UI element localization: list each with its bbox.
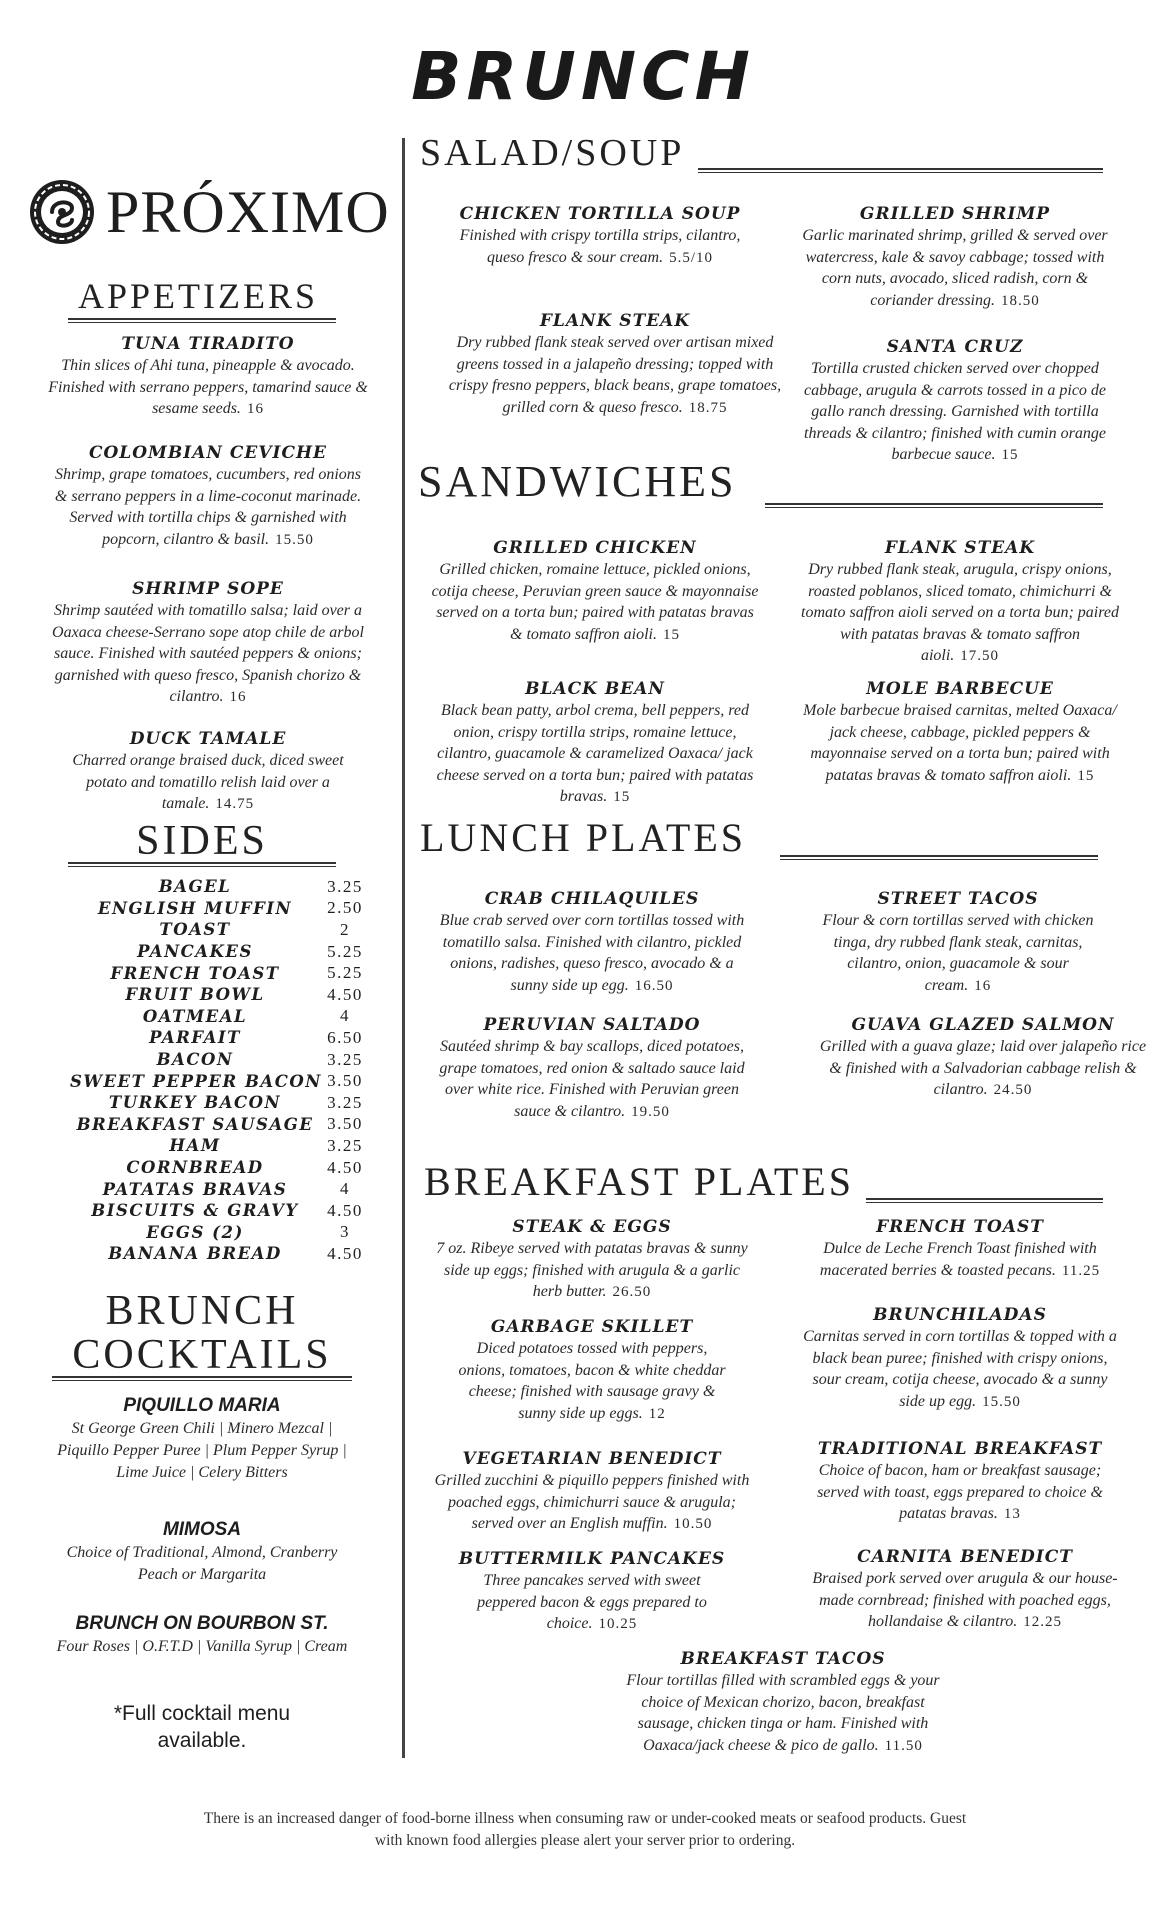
menu-item xyxy=(800,1304,1120,1413)
item-name: SHRIMP SOPE xyxy=(132,579,284,599)
item-description: Flour & corn tortillas served with chicken tinga, dry rubbed flank steak, carnitas, cilantro, onion, guacamole & sour cream. 16 xyxy=(822,912,1094,994)
item-description: Braised pork served over arugula & our house-made cornbread; finished with poached eggs, hollandaise & cilantro. 12.25 xyxy=(812,1570,1118,1630)
menu-item xyxy=(440,203,760,269)
menu-item xyxy=(440,310,790,419)
item-description: Shrimp, grape tomatoes, cucumbers, red onions & serrano peppers in a lime-coconut marinade. Served with tortilla chips & garnished with popcorn, cilantro & basil. 15.50 xyxy=(54,466,362,548)
side-row: TOAST 2 xyxy=(159,919,350,940)
side-row: TURKEY BACON 3.25 xyxy=(108,1092,363,1113)
item-price: 16 xyxy=(246,401,264,417)
side-row: EGGS (2) 3 xyxy=(146,1222,350,1242)
item-description: Three pancakes served with sweet peppered bacon & eggs prepared to choice. 10.25 xyxy=(477,1572,707,1632)
side-row: BANANA BREAD 4.50 xyxy=(108,1243,363,1264)
section-rule xyxy=(68,318,336,323)
section-title-salad-soup: SALAD/SOUP xyxy=(420,132,685,174)
menu-item xyxy=(795,336,1115,467)
menu-item xyxy=(800,1438,1120,1526)
item-description: Thin slices of Ahi tuna, pineapple & avocado. Finished with serrano peppers, tamarind sauce & sesame seeds. 16 xyxy=(48,357,368,417)
cocktail-item xyxy=(52,1612,352,1658)
item-description: Mole barbecue braised carnitas, melted Oaxaca/ jack cheese, cabbage, pickled peppers & mayonnaise served on a torta bun; paired with patatas bravas & tomato saffron aioli. 15 xyxy=(803,702,1117,784)
menu-item xyxy=(432,888,752,997)
item-name: MOLE BARBECUE xyxy=(866,679,1054,699)
item-description: Diced potatoes tossed with peppers, onions, tomatoes, bacon & white cheddar cheese; finished with sausage gravy & sunny side up eggs. 12 xyxy=(458,1340,726,1422)
section-rule xyxy=(68,862,336,867)
item-description: Dulce de Leche French Toast finished with macerated berries & toasted pecans. 11.25 xyxy=(819,1240,1101,1279)
item-description: Sautéed shrimp & bay scallops, diced potatoes, grape tomatoes, red onion & saltado sauce laid over white rice. Finished with Peruvian green sauce & cilantro. 19.50 xyxy=(439,1038,745,1120)
item-price: 12.25 xyxy=(1023,1614,1062,1630)
item-description: Grilled chicken, romaine lettuce, pickled onions, cotija cheese, Peruvian green sauce & mayonnaise served on a torta bun; paired with patatas bravas & tomato saffron aioli. 15 xyxy=(431,561,759,643)
side-row: OATMEAL 4 xyxy=(142,1006,350,1026)
menu-item xyxy=(432,1448,752,1536)
item-price: 11.50 xyxy=(884,1737,923,1754)
item-price: 18.75 xyxy=(688,399,728,416)
brand-logo xyxy=(28,178,388,250)
menu-item xyxy=(430,678,760,809)
section-title-cocktails-1: BRUNCH xyxy=(105,1288,299,1334)
side-row: HAM 3.25 xyxy=(169,1135,363,1156)
item-price: 19.50 xyxy=(631,1103,670,1120)
side-row: PATATAS BRAVAS 4 xyxy=(102,1179,350,1199)
menu-item xyxy=(800,537,1120,668)
cocktail-item xyxy=(62,1518,342,1586)
section-rule xyxy=(698,168,1103,173)
side-row: FRUIT BOWL 4.50 xyxy=(125,984,363,1005)
menu-item xyxy=(430,537,760,646)
menu-item xyxy=(452,1316,732,1425)
item-name: GRILLED SHRIMP xyxy=(859,204,1051,224)
item-price: 13 xyxy=(1003,1506,1021,1522)
menu-item xyxy=(818,888,1098,997)
item-name: TUNA TIRADITO xyxy=(121,334,295,354)
item-description: Grilled zucchini & piquillo peppers finished with poached eggs, chimichurri sauce & arugula; served over an English muffin. 10.50 xyxy=(434,1472,750,1532)
item-price: 15 xyxy=(1077,767,1095,784)
sides-list xyxy=(70,876,370,1265)
cocktail-name: BRUNCH ON BOURBON ST. xyxy=(75,1613,329,1634)
menu-item xyxy=(800,1216,1120,1282)
item-price: 16.50 xyxy=(634,977,674,994)
item-price: 5.5/10 xyxy=(669,249,714,266)
item-name: STREET TACOS xyxy=(877,889,1039,909)
item-name: CARNITA BENEDICT xyxy=(857,1547,1073,1567)
item-name: STEAK & EGGS xyxy=(512,1217,672,1237)
item-description: Dry rubbed flank steak served over artisan mixed greens tossed in a jalapeño dressing; topped with crispy fresno peppers, black beans, grape tomatoes, grilled corn & queso fresco. 18.75 xyxy=(448,334,782,416)
page-title: BRUNCH xyxy=(411,38,755,115)
section-title-sides: SIDES xyxy=(136,818,268,864)
item-description: Dry rubbed flank steak, arugula, crispy onions, roasted poblanos, sliced tomato, chimichurri & tomato saffron aioli served on a torta bun; paired with patatas bravas & tomato saffron aioli. 17.50 xyxy=(801,561,1119,664)
item-name: FLANK STEAK xyxy=(884,538,1036,558)
menu-item xyxy=(432,1014,752,1123)
brand-name: PRÓXIMO xyxy=(106,179,390,245)
proximo-emblem-icon xyxy=(28,178,96,246)
item-name: SANTA CRUZ xyxy=(886,337,1024,357)
cocktail-description: Four Roses | O.F.T.D | Vanilla Syrup | Cream xyxy=(56,1638,348,1655)
item-name: FRENCH TOAST xyxy=(876,1217,1044,1237)
menu-item xyxy=(618,1648,948,1757)
menu-item xyxy=(48,578,368,709)
item-price: 16 xyxy=(974,977,992,994)
side-row: FRENCH TOAST 5.25 xyxy=(110,963,363,983)
item-name: BREAKFAST TACOS xyxy=(680,1649,886,1669)
item-price: 18.50 xyxy=(1000,292,1040,309)
column-divider xyxy=(402,138,405,1758)
item-name: GUAVA GLAZED SALMON xyxy=(851,1015,1115,1035)
cocktail-name: PIQUILLO MARIA xyxy=(123,1395,281,1416)
item-name: FLANK STEAK xyxy=(539,311,691,331)
menu-item xyxy=(818,1014,1148,1102)
item-price: 15.50 xyxy=(275,531,314,548)
allergy-disclaimer: There is an increased danger of food-borne illness when consuming raw or under-cooked meats or seafood products. Guest with known food allergies please alert your server prior to ordering. xyxy=(203,1810,967,1849)
section-rule xyxy=(52,1376,352,1381)
cocktail-item xyxy=(52,1394,352,1484)
section-title-appetizers: APPETIZERS xyxy=(77,276,319,316)
menu-item xyxy=(800,1546,1130,1634)
section-rule xyxy=(780,855,1098,860)
item-description: 7 oz. Ribeye served with patatas bravas & sunny side up eggs; finished with arugula & a garlic herb butter. 26.50 xyxy=(436,1240,748,1300)
item-name: CHICKEN TORTILLA SOUP xyxy=(459,204,741,224)
menu-item xyxy=(58,728,358,816)
item-price: 17.50 xyxy=(960,648,1000,664)
item-name: PERUVIAN SALTADO xyxy=(483,1015,701,1035)
item-price: 24.50 xyxy=(993,1082,1033,1098)
section-title-breakfast-plates: BREAKFAST PLATES xyxy=(424,1159,854,1204)
item-description: Carnitas served in corn tortillas & topped with a black bean puree; finished with crispy onions, sour cream, cotija cheese, avocado & a sunny side up egg. 15.50 xyxy=(803,1328,1117,1410)
side-row: PANCAKES 5.25 xyxy=(137,941,363,962)
item-name: VEGETARIAN BENEDICT xyxy=(462,1449,722,1469)
item-price: 16 xyxy=(229,689,247,705)
item-price: 15.50 xyxy=(982,1393,1021,1410)
item-name: BLACK BEAN xyxy=(525,679,665,699)
section-title-lunch-plates: LUNCH PLATES xyxy=(420,815,747,860)
item-price: 15 xyxy=(1001,447,1019,463)
item-price: 10.50 xyxy=(673,1516,713,1532)
cocktail-description: St George Green Chili | Minero Mezcal | Piquillo Pepper Puree | Plum Pepper Syrup | Lime Juice | Celery Bitters xyxy=(57,1420,347,1481)
section-title-cocktails-2: COCKTAILS xyxy=(72,1332,332,1378)
side-row: CORNBREAD 4.50 xyxy=(126,1157,363,1178)
item-name: COLOMBIAN CEVICHE xyxy=(88,443,328,463)
menu-item xyxy=(48,442,368,551)
cocktail-note: *Full cocktail menu available. xyxy=(113,1702,291,1752)
item-name: GRILLED CHICKEN xyxy=(493,538,697,558)
item-description: Flour tortillas filled with scrambled eggs & your choice of Mexican chorizo, bacon, breakfast sausage, chicken tinga or ham. Finished with Oaxaca/jack cheese & pico de gallo. 11.50 xyxy=(626,1672,940,1754)
item-description: Garlic marinated shrimp, grilled & served over watercress, kale & savoy cabbage; tossed with corn nuts, avocado, sliced radish, corn & coriander dressing. 18.50 xyxy=(802,227,1108,309)
cocktail-name: MIMOSA xyxy=(162,1519,242,1540)
item-name: BRUNCHILADAS xyxy=(873,1305,1047,1325)
item-name: DUCK TAMALE xyxy=(129,729,287,749)
section-rule xyxy=(866,1198,1103,1203)
side-row: PARFAIT 6.50 xyxy=(149,1027,363,1048)
side-row: SWEET PEPPER BACON 3.50 xyxy=(70,1071,363,1091)
menu-item xyxy=(795,203,1115,312)
item-description: Shrimp sautéed with tomatillo salsa; laid over a Oaxaca cheese-Serrano sope atop chile de arbol sauce. Finished with sautéed peppers & onions; garnished with queso fresco, Spanish chorizo & cilantro. 16 xyxy=(52,602,364,705)
item-name: CRAB CHILAQUILES xyxy=(484,889,700,909)
item-description: Charred orange braised duck, diced sweet potato and tomatillo relish laid over a tamale. 14.75 xyxy=(72,752,344,812)
item-price: 14.75 xyxy=(215,796,255,812)
menu-item xyxy=(452,1548,732,1636)
side-row: BACON 3.25 xyxy=(156,1049,363,1070)
item-description: Finished with crispy tortilla strips, cilantro, queso fresco & sour cream. 5.5/10 xyxy=(459,227,741,266)
item-price: 12 xyxy=(648,1405,666,1422)
item-price: 15 xyxy=(613,789,631,805)
item-price: 11.25 xyxy=(1061,1262,1101,1279)
section-rule xyxy=(765,503,1103,508)
menu-item xyxy=(800,678,1120,787)
item-description: Blue crab served over corn tortillas tossed with tomatillo salsa. Finished with cilantro, pickled onions, radishes, queso fresco, avocado & a sunny side up egg. 16.50 xyxy=(439,912,745,994)
side-row: BREAKFAST SAUSAGE 3.50 xyxy=(76,1114,363,1134)
item-description: Choice of bacon, ham or breakfast sausage; served with toast, eggs prepared to choice & patatas bravas. 13 xyxy=(817,1462,1103,1522)
item-name: BUTTERMILK PANCAKES xyxy=(458,1549,726,1569)
side-row: BISCUITS & GRAVY 4.50 xyxy=(91,1200,363,1221)
side-row: ENGLISH MUFFIN 2.50 xyxy=(97,898,363,918)
item-description: Grilled with a guava glaze; laid over jalapeño rice & finished with a Salvadorian cabbage relish & cilantro. 24.50 xyxy=(819,1038,1147,1098)
item-name: GARBAGE SKILLET xyxy=(490,1317,694,1337)
item-description: Tortilla crusted chicken served over chopped cabbage, arugula & carrots tossed in a pico de gallo ranch dressing. Garnished with tortilla threads & cilantro; finished with cumin orange barbecue sauce. 15 xyxy=(803,360,1107,463)
side-row: BAGEL 3.25 xyxy=(158,876,363,897)
item-description: Black bean patty, arbol crema, bell peppers, red onion, crispy tortilla strips, romaine lettuce, cilantro, guacamole & caramelized Oaxaca/ jack cheese served on a torta bun; paired with patatas bravas. 15 xyxy=(436,702,754,805)
item-price: 15 xyxy=(662,626,680,643)
section-title-sandwiches: SANDWICHES xyxy=(418,457,737,506)
item-price: 10.25 xyxy=(598,1616,638,1632)
cocktail-description: Choice of Traditional, Almond, Cranberry Peach or Margarita xyxy=(66,1544,338,1583)
menu-item xyxy=(432,1216,752,1304)
item-name: TRADITIONAL BREAKFAST xyxy=(817,1439,1103,1459)
item-price: 26.50 xyxy=(612,1284,652,1300)
menu-item xyxy=(48,333,368,421)
